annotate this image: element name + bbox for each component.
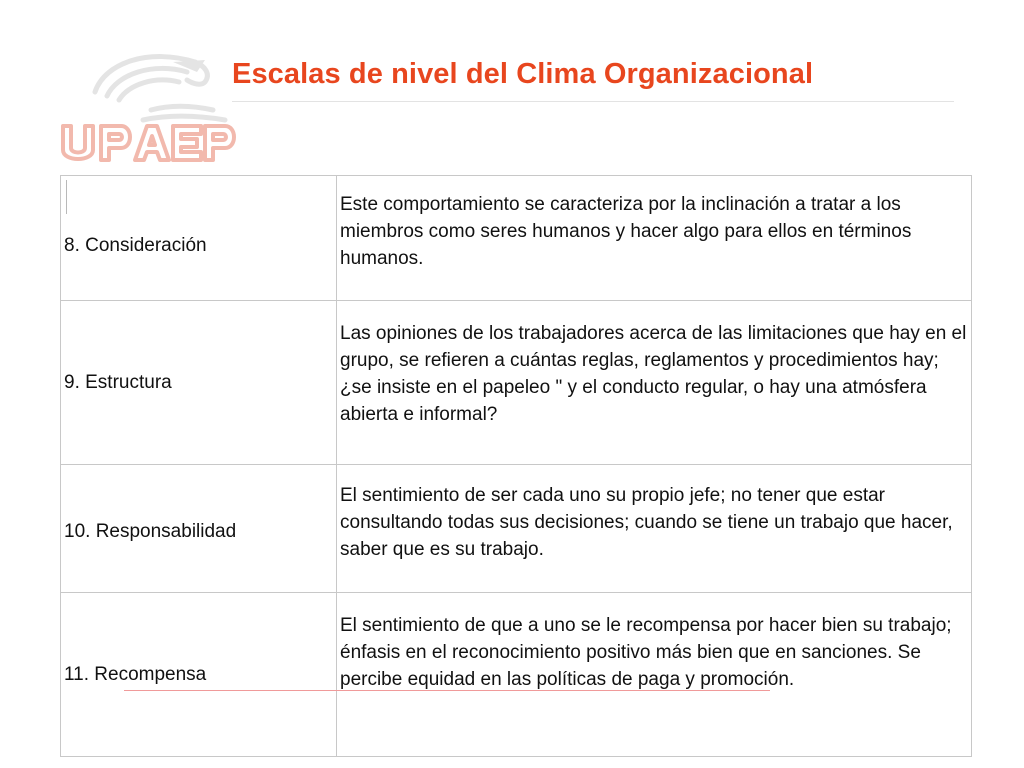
table-row bbox=[61, 176, 972, 301]
bottom-divider bbox=[124, 690, 770, 691]
slide-title: Escalas de nivel del Clima Organizacional bbox=[232, 58, 814, 90]
scale-label: 11. Recompensa bbox=[61, 593, 337, 757]
scale-description bbox=[337, 176, 972, 301]
scale-description-text: Este comportamiento se caracteriza por la inclinación a tratar a los miembros como seres humanos y hacer algo para ellos en términos humanos. bbox=[340, 194, 912, 269]
scale-description bbox=[337, 301, 972, 465]
table-row bbox=[61, 593, 972, 757]
climate-scales-table bbox=[60, 175, 972, 757]
scale-description bbox=[337, 593, 972, 757]
table-row bbox=[61, 301, 972, 465]
scale-description-text: El sentimiento de que a uno se le recompensa por hacer bien su trabajo; énfasis en el reconocimiento positivo más bien que en sanciones. Se percibe equidad en las políticas de paga y promoción. bbox=[340, 615, 952, 690]
upaep-logo bbox=[55, 40, 245, 170]
scale-description-text: Las opiniones de los trabajadores acerca de las limitaciones que hay en el grupo, se refieren a cuántas reglas, reglamentos y procedimientos hay; ¿se insiste en el papeleo " y el conducto regular, o hay una atmósfera abierta e informal? bbox=[340, 323, 967, 425]
eagle-icon bbox=[55, 40, 245, 170]
scale-label: 10. Responsabilidad bbox=[61, 465, 337, 593]
title-divider bbox=[232, 101, 954, 102]
table-row bbox=[61, 465, 972, 593]
scale-label: 8. Consideración bbox=[61, 176, 337, 301]
scale-description-text: El sentimiento de ser cada uno su propio jefe; no tener que estar consultando todas sus decisiones; cuando se tiene un trabajo que hacer, saber que es su trabajo. bbox=[340, 485, 953, 560]
scale-description bbox=[337, 465, 972, 593]
scale-label: 9. Estructura bbox=[61, 301, 337, 465]
cell-marker bbox=[66, 180, 67, 214]
